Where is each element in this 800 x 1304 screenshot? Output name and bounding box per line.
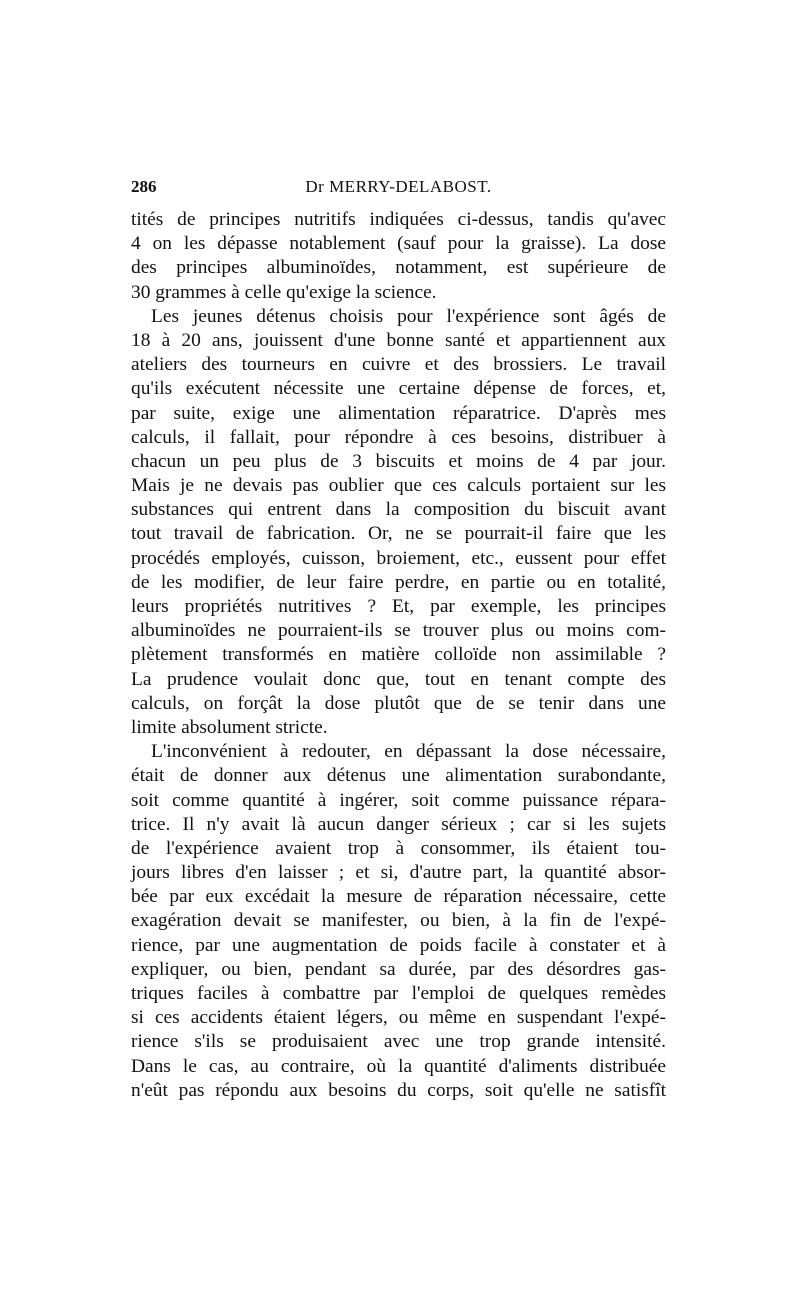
text-line: rience, par une augmentation de poids facile à constater et à: [131, 934, 666, 956]
text-line: tout travail de fabrication. Or, ne se pourrait-il faire que les: [131, 523, 666, 545]
text-line: triques faciles à combattre par l'emploi de quelques remèdes: [131, 983, 666, 1004]
text-line: calculs, on forçât la dose plutôt que de se tenir dans une: [131, 692, 666, 714]
text-line: si ces accidents étaient légers, ou même en suspendant l'expé-: [131, 1007, 666, 1029]
text-line: de les modifier, de leur faire perdre, en partie ou en totalité,: [131, 571, 666, 593]
text-line: de l'expérience avaient trop à consommer, ils étaient tou-: [131, 837, 666, 859]
text-line: La prudence voulait donc que, tout en tenant compte des: [131, 668, 666, 690]
text-line: trice. Il n'y avait là aucun danger sérieux ; car si les sujets: [131, 813, 666, 835]
text-line: n'eût pas répondu aux besoins du corps, soit qu'elle ne satisfît: [131, 1079, 666, 1101]
page-number: 286: [131, 177, 157, 196]
text-line: était de donner aux détenus une alimentation surabondante,: [131, 765, 666, 787]
text-line: plètement transformés en matière colloïde non assimilable ?: [131, 644, 666, 666]
text-line: exagération devait se manifester, ou bien, à la fin de l'expé-: [131, 910, 666, 932]
body-text: [131, 208, 666, 1103]
text-line: leurs propriétés nutritives ? Et, par exemple, les principes: [131, 596, 666, 617]
text-line: L'inconvénient à redouter, en dépassant la dose nécessaire,: [151, 741, 666, 763]
text-line: rience s'ils se produisaient avec une trop grande intensité.: [131, 1031, 666, 1053]
text-line: soit comme quantité à ingérer, soit comme puissance répara-: [131, 789, 666, 811]
text-line: albuminoïdes ne pourraient-ils se trouver plus ou moins com-: [131, 620, 666, 642]
text-line: Les jeunes détenus choisis pour l'expérience sont âgés de: [151, 305, 666, 327]
text-line: expliquer, ou bien, pendant sa durée, par des désordres gas-: [131, 958, 666, 980]
running-head: [131, 177, 666, 203]
text-line: bée par eux excédait la mesure de réparation nécessaire, cette: [131, 886, 666, 908]
text-line: par suite, exige une alimentation réparatrice. D'après mes: [131, 402, 666, 424]
text-line: calculs, il fallait, pour répondre à ces besoins, distribuer à: [131, 426, 666, 448]
text-line: Mais je ne devais pas oublier que ces calculs portaient sur les: [131, 475, 666, 497]
running-title: Dr MERRY-DELABOST.: [305, 177, 492, 196]
text-line: 18 à 20 ans, jouissent d'une bonne santé et appartiennent aux: [131, 329, 666, 351]
text-line: limite absolument stricte.: [131, 716, 328, 738]
text-line: ateliers des tourneurs en cuivre et des brossiers. Le travail: [131, 354, 666, 376]
text-line: chacun un peu plus de 3 biscuits et moins de 4 par jour.: [131, 450, 666, 472]
text-line: procédés employés, cuisson, broiement, etc., eussent pour effet: [131, 547, 666, 569]
text-line: substances qui entrent dans la composition du biscuit avant: [131, 499, 666, 521]
text-line: des principes albuminoïdes, notamment, est supérieure de: [131, 257, 666, 279]
text-line: qu'ils exécutent nécessite une certaine dépense de forces, et,: [131, 378, 666, 400]
text-line: jours libres d'en laisser ; et si, d'autre part, la quantité absor-: [131, 862, 666, 884]
text-line: 4 on les dépasse notablement (sauf pour la graisse). La dose: [131, 233, 666, 255]
text-line: tités de principes nutritifs indiquées ci-dessus, tandis qu'avec: [131, 209, 666, 230]
text-line: Dans le cas, au contraire, où la quantité d'aliments distribuée: [131, 1055, 666, 1077]
text-line: 30 grammes à celle qu'exige la science.: [131, 281, 437, 303]
